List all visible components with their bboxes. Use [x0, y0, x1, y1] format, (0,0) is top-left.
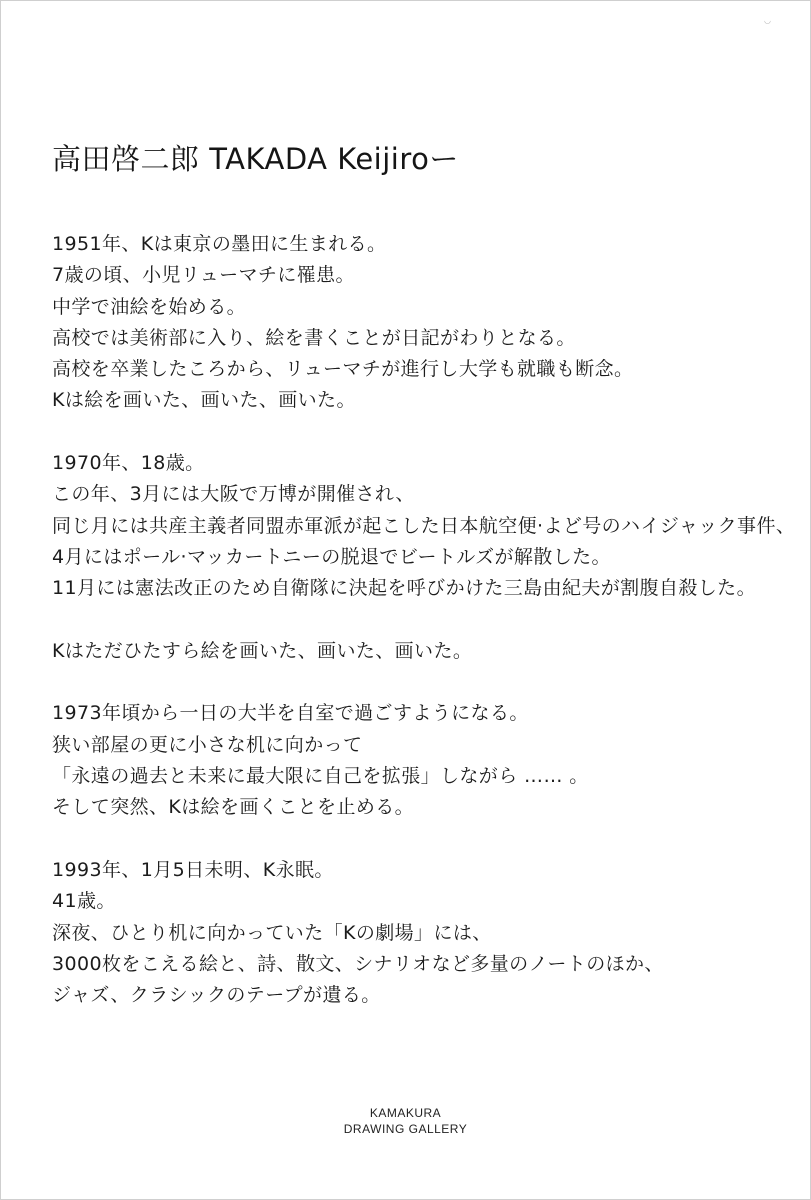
text-line: 11月には憲法改正のため自衛隊に決起を呼びかけた三島由紀夫が割腹自殺した。 [52, 577, 756, 600]
text-line: そして突然、Kは絵を画くことを止める。 [52, 796, 415, 819]
gallery-name-line1: KAMAKURA [369, 1106, 442, 1120]
text-line: Kはただひたすら絵を画いた、画いた、画いた。 [52, 639, 473, 662]
text-line: 深夜、ひとり机に向かっていた「Kの劇場」には、 [52, 921, 492, 944]
gallery-name-line2: DRAWING GALLERY [343, 1122, 468, 1136]
paragraph-gap [52, 667, 792, 698]
text-line: 高校では美術部に入り、絵を書くことが日記がわりとなる。 [52, 326, 576, 349]
text-line: 4月にはポール·マッカートニーの脱退でビートルズが解散した。 [52, 545, 611, 568]
text-line: ジャズ、クラシックのテープが遺る。 [52, 984, 381, 1007]
biography-text [52, 229, 796, 1011]
paragraph-1951 [52, 229, 792, 417]
text-line: 3000枚をこえる絵と、詩、散文、シナリオなど多量のノートのほか、 [52, 952, 664, 975]
gallery-footer [0, 1105, 811, 1137]
text-line: 41歳。 [52, 890, 116, 913]
text-line: 7歳の頃、小児リューマチに罹患。 [52, 264, 355, 287]
paragraph-painting [52, 636, 792, 667]
text-line: 狭い部屋の更に小さな机に向かって [52, 733, 363, 756]
text-line: Kは絵を画いた、画いた、画いた。 [52, 389, 356, 412]
text-line: 1970年、18歳。 [52, 452, 205, 475]
paragraph-gap [52, 605, 792, 636]
paragraph-1973 [52, 698, 792, 823]
text-line: 1993年、1月5日未明、K永眠。 [52, 858, 334, 881]
text-line: この年、3月には大阪で万博が開催され、 [52, 483, 415, 506]
text-line: 高校を卒業したころから、リューマチが進行し大学も就職も断念。 [52, 358, 634, 381]
text-line: 中学で油絵を始める。 [52, 295, 247, 318]
text-line: 1951年、Kは東京の墨田に生まれる。 [52, 233, 387, 255]
paragraph-1970 [52, 448, 796, 604]
text-line: 1973年頃から一日の大半を自室で過ごすようになる。 [52, 702, 529, 725]
corner-mark: ◡ [764, 16, 771, 25]
text-line: 同じ月には共産主義者同盟赤軍派が起こした日本航空便·よど号のハイジャック事件、 [52, 514, 796, 537]
paragraph-1993 [52, 855, 792, 1011]
paragraph-gap [52, 417, 792, 448]
text-line: 「永遠の過去と未来に最大限に自己を拡張」しながら …… 。 [52, 765, 589, 788]
page-title: 高田啓二郎 TAKADA Keijiroー [52, 142, 459, 176]
paragraph-gap [52, 824, 792, 855]
